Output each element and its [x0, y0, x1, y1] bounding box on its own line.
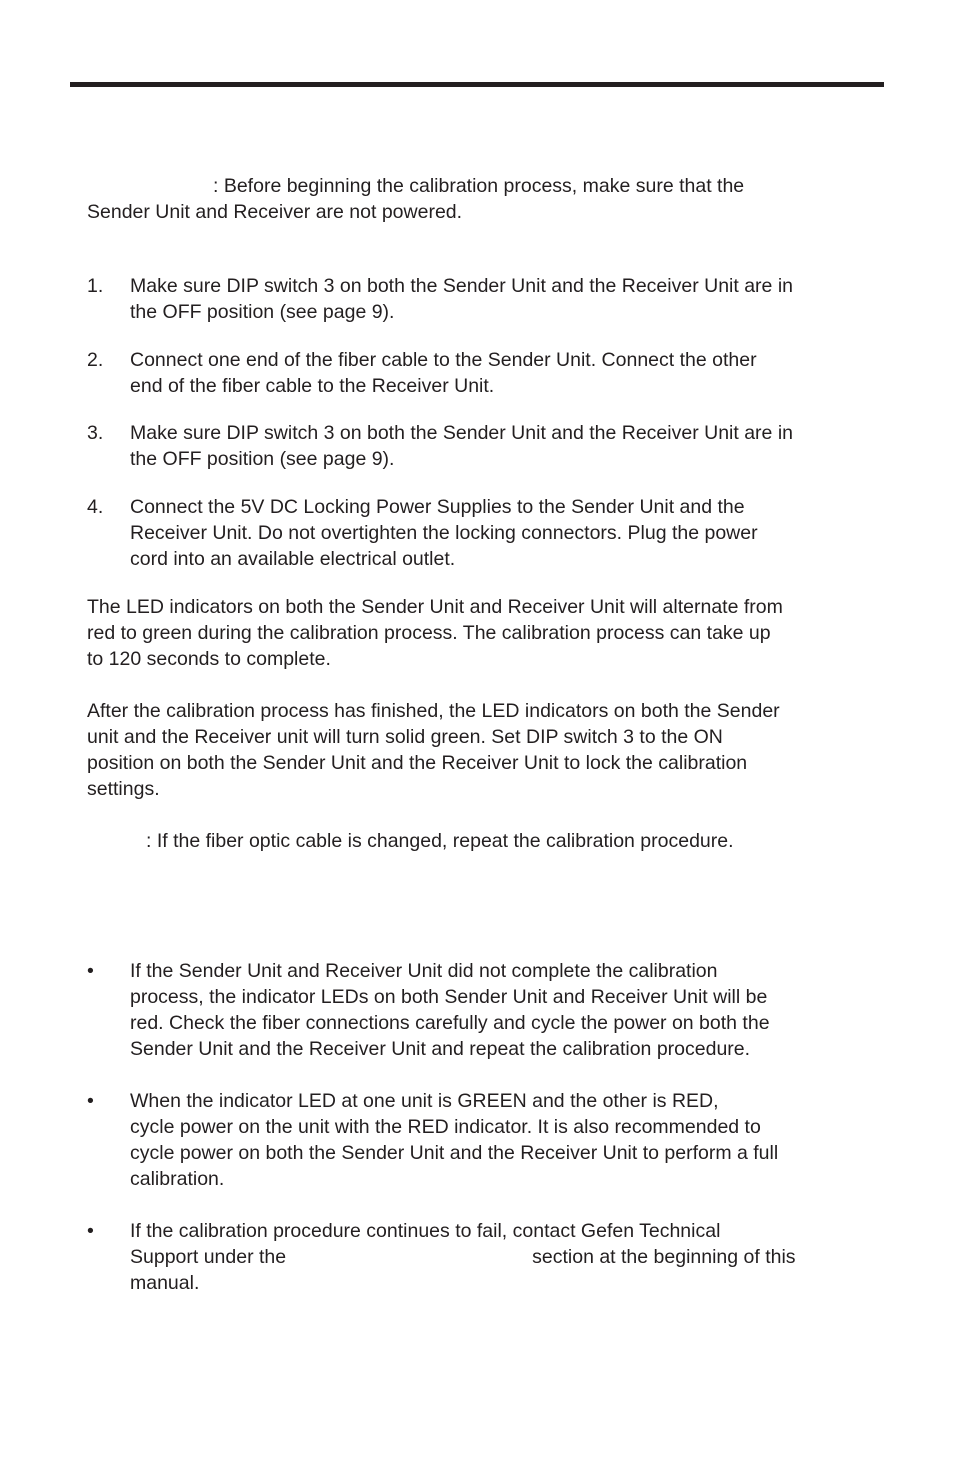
step-text-line: Make sure DIP switch 3 on both the Sender Unit and the Receiver Unit are in — [130, 422, 793, 444]
fiber-note-text: : If the fiber optic cable is changed, repeat the calibration procedure. — [146, 830, 734, 852]
bullet-text-line: calibration. — [130, 1168, 225, 1190]
step-text-line: the OFF position (see page 9). — [130, 301, 395, 323]
after-calibration-paragraph — [87, 698, 877, 802]
step-text-line: Receiver Unit. Do not overtighten the locking connectors. Plug the power — [130, 522, 758, 544]
bullet-text-line: cycle power on both the Sender Unit and the Receiver Unit to perform a full — [130, 1142, 779, 1164]
step-3 — [87, 420, 877, 472]
step-text-line: the OFF position (see page 9). — [130, 448, 395, 470]
bullet-text-line: If the Sender Unit and Receiver Unit did not complete the calibration — [130, 960, 718, 982]
bullet-marker: • — [87, 960, 94, 982]
bullet-text-line: When the indicator LED at one unit is GREEN and the other is RED, — [130, 1090, 719, 1112]
fiber-note — [87, 828, 877, 854]
bullet-text-fragment: section at the beginning of this — [532, 1246, 796, 1268]
step-number: 3. — [87, 422, 104, 444]
bullet-marker: • — [87, 1220, 94, 1242]
paragraph-line: red to green during the calibration process. The calibration process can take up — [87, 622, 771, 644]
header-rule — [70, 82, 884, 87]
led-paragraph — [87, 594, 877, 672]
bullet-1 — [87, 958, 877, 1062]
bullet-text-line: process, the indicator LEDs on both Sender Unit and Receiver Unit will be — [130, 986, 768, 1008]
intro-note — [87, 173, 877, 225]
paragraph-line: to 120 seconds to complete. — [87, 648, 331, 670]
step-2 — [87, 347, 877, 399]
bullet-text-line: If the calibration procedure continues to fail, contact Gefen Technical — [130, 1220, 721, 1242]
paragraph-line: settings. — [87, 778, 160, 800]
bullet-marker: • — [87, 1090, 94, 1112]
step-text-line: end of the fiber cable to the Receiver Unit. — [130, 375, 495, 397]
bullet-3 — [87, 1218, 877, 1296]
bullet-2 — [87, 1088, 877, 1192]
intro-note-line2: Sender Unit and Receiver are not powered. — [87, 201, 463, 223]
step-1 — [87, 273, 877, 325]
bullet-text-line: manual. — [130, 1272, 200, 1294]
paragraph-line: After the calibration process has finished, the LED indicators on both the Sender — [87, 700, 780, 722]
step-text-line: Connect one end of the fiber cable to the Sender Unit. Connect the other — [130, 349, 757, 371]
intro-note-line1: : Before beginning the calibration process, make sure that the — [213, 175, 745, 197]
paragraph-line: unit and the Receiver unit will turn solid green. Set DIP switch 3 to the ON — [87, 726, 723, 748]
bullet-text-fragment: Support under the — [130, 1246, 287, 1268]
step-text-line: cord into an available electrical outlet. — [130, 548, 456, 570]
step-number: 1. — [87, 275, 104, 297]
step-number: 4. — [87, 496, 104, 518]
step-text-line: Make sure DIP switch 3 on both the Sender Unit and the Receiver Unit are in — [130, 275, 793, 297]
bullet-text-line: red. Check the fiber connections carefully and cycle the power on both the — [130, 1012, 770, 1034]
bullet-text-line-split — [130, 1244, 877, 1270]
paragraph-line: The LED indicators on both the Sender Unit and Receiver Unit will alternate from — [87, 596, 783, 618]
step-text-line: Connect the 5V DC Locking Power Supplies to the Sender Unit and the — [130, 496, 745, 518]
paragraph-line: position on both the Sender Unit and the Receiver Unit to lock the calibration — [87, 752, 748, 774]
bullet-text-line: cycle power on the unit with the RED indicator. It is also recommended to — [130, 1116, 761, 1138]
bullet-text-line: Sender Unit and the Receiver Unit and repeat the calibration procedure. — [130, 1038, 751, 1060]
step-number: 2. — [87, 349, 104, 371]
step-4 — [87, 494, 877, 572]
